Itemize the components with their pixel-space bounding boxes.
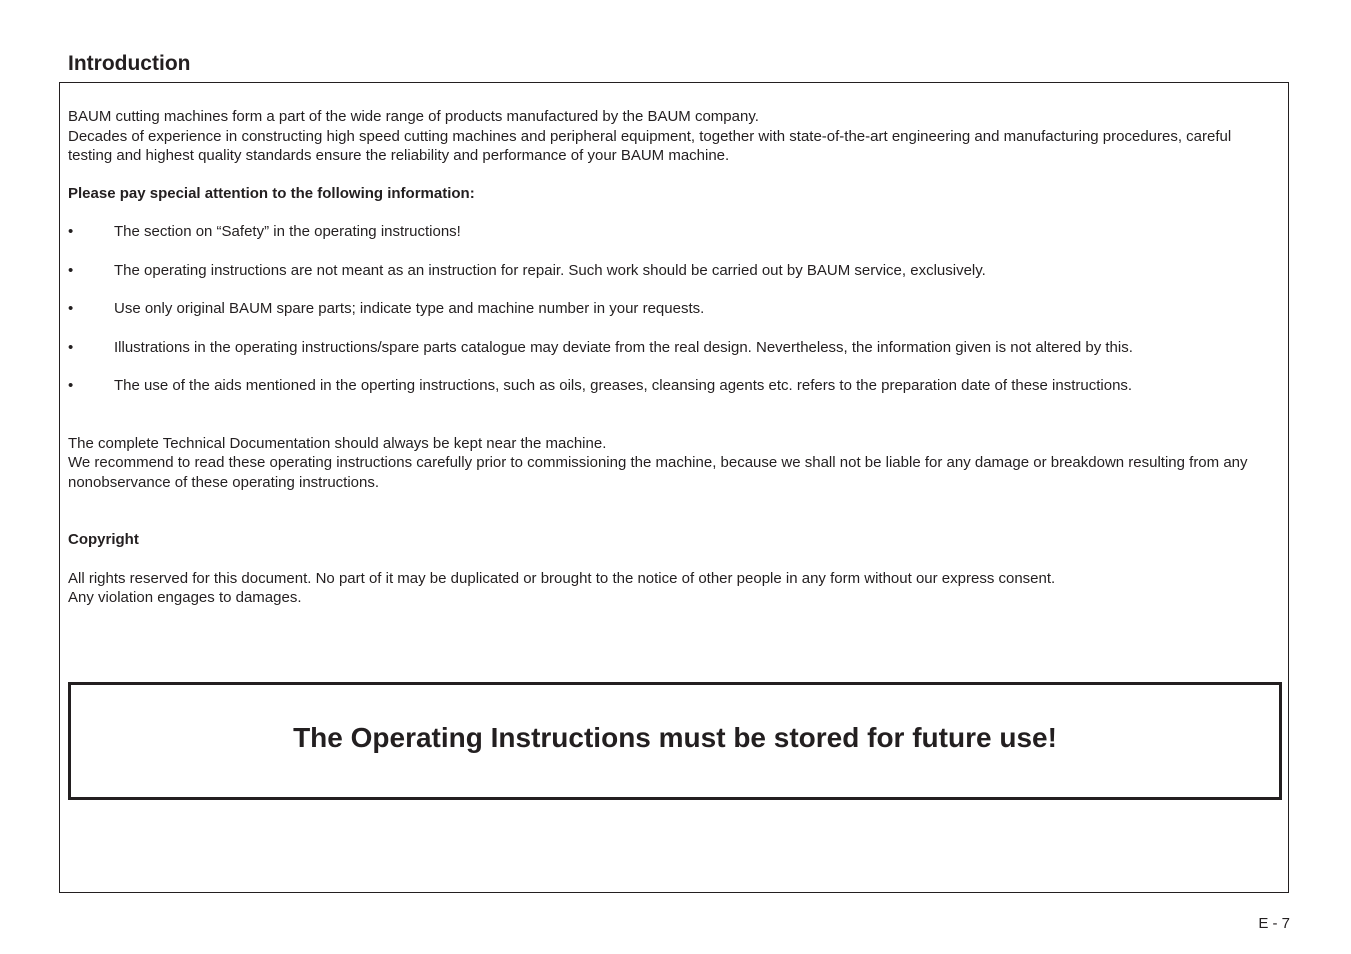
notice-box [68, 682, 1282, 800]
bullet-icon: • [68, 377, 74, 394]
notice-text: The Operating Instructions must be stored for future use! [293, 722, 1057, 753]
copyright-paragraph-2: Any violation engages to damages. [68, 589, 302, 606]
document-body [68, 107, 1268, 608]
page-number: E - 7 [1258, 915, 1290, 932]
list-item-text: The operating instructions are not meant as an instruction for repair. Such work should be carried out by BAUM service, exclusively. [114, 261, 986, 279]
intro-paragraph-2: Decades of experience in constructing high speed cutting machines and peripheral equipment, together with state-of-the-art engineering and manufacturing procedures, careful testing and highest quality standards ensure the reliability and performance of your BAUM machine. [68, 127, 1232, 164]
attention-list [68, 222, 1268, 396]
section-title: Introduction [68, 52, 191, 75]
bullet-icon: • [68, 223, 74, 240]
documentation-paragraph-1: The complete Technical Documentation should always be kept near the machine. [68, 434, 607, 452]
list-item-text: The section on “Safety” in the operating instructions! [114, 223, 461, 240]
list-item-text: Illustrations in the operating instructions/spare parts catalogue may deviate from the real design. Nevertheless, the information given is not altered by this. [114, 338, 1133, 356]
bullet-icon: • [68, 300, 74, 317]
list-item [68, 338, 1268, 358]
intro-paragraph-1: BAUM cutting machines form a part of the wide range of products manufactured by the BAUM company. [68, 108, 759, 125]
bullet-icon: • [68, 338, 74, 356]
copyright-paragraph-1: All rights reserved for this document. No part of it may be duplicated or brought to the notice of other people in any form without our express consent. [68, 569, 1056, 587]
bullet-icon: • [68, 261, 74, 279]
list-item [68, 376, 1268, 396]
list-item [68, 222, 1268, 242]
list-item-text: The use of the aids mentioned in the operting instructions, such as oils, greases, cleansing agents etc. refers to the preparation date of these instructions. [114, 377, 1133, 394]
documentation-paragraph-2: We recommend to read these operating instructions carefully prior to commissioning the machine, because we shall not be liable for any damage or breakdown resulting from any nonobservance of these operating instructions. [68, 454, 1248, 491]
attention-heading: Please pay special attention to the following information: [68, 184, 475, 202]
list-item [68, 299, 1268, 319]
copyright-heading: Copyright [68, 531, 139, 548]
list-item-text: Use only original BAUM spare parts; indicate type and machine number in your requests. [114, 300, 705, 317]
list-item [68, 261, 1268, 281]
